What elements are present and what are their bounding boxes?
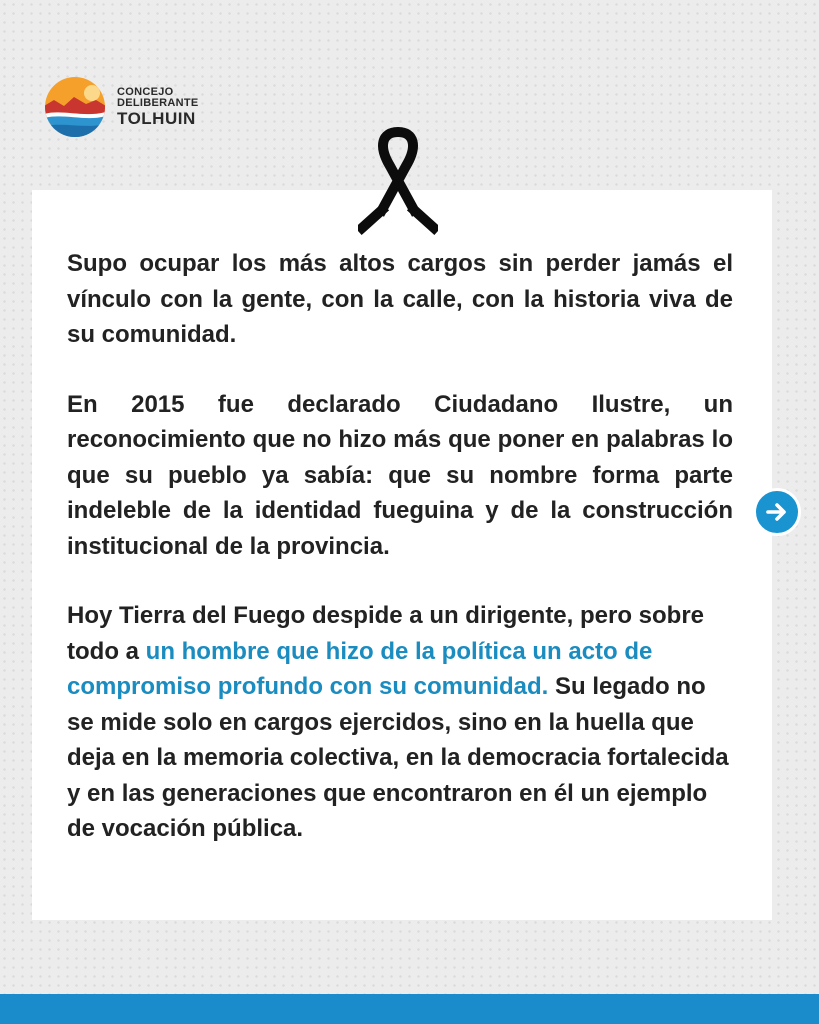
- footer-accent-bar: [0, 994, 819, 1024]
- logo-line-tolhuin: TOLHUIN: [117, 108, 196, 128]
- concejo-logo: [44, 76, 199, 138]
- paragraph-3-intro: Hoy Tierra del Fuego despide a un dirigente, pero sobre todo a: [67, 602, 705, 665]
- paragraph-3-closing: Su legado no se mide solo en cargos ejercidos, sino en la huella que deja en la memoria colectiva, en la democracia fortalecida y en las generaciones que encontraron en él un ejemplo de vocación pública.: [67, 673, 729, 842]
- mourning-ribbon-icon: [358, 126, 438, 238]
- logo-line-deliberante: DELIBERANTE: [117, 97, 199, 110]
- arrow-right-icon: [764, 499, 790, 525]
- tribute-text: [67, 246, 733, 881]
- logo-emblem-icon: [44, 76, 106, 138]
- next-slide-button[interactable]: [753, 488, 801, 536]
- logo-text: [117, 87, 199, 128]
- highlighted-phrase: un hombre que hizo de la política un acto de compromiso profundo con su comunidad.: [67, 637, 653, 700]
- paragraph-3: [67, 598, 733, 847]
- paragraph-2: En 2015 fue declarado Ciudadano Ilustre, un reconocimiento que no hizo más que poner en palabras lo que su pueblo ya sabía: que su nombre forma parte indeleble de la identidad fueguina y de la construcción institucional de la provincia.: [67, 390, 733, 560]
- paragraph-1: Supo ocupar los más altos cargos sin perder jamás el vínculo con la gente, con la calle, con la historia viva de su comunidad.: [67, 250, 733, 348]
- logo-line-concejo: CONCEJO: [117, 85, 174, 98]
